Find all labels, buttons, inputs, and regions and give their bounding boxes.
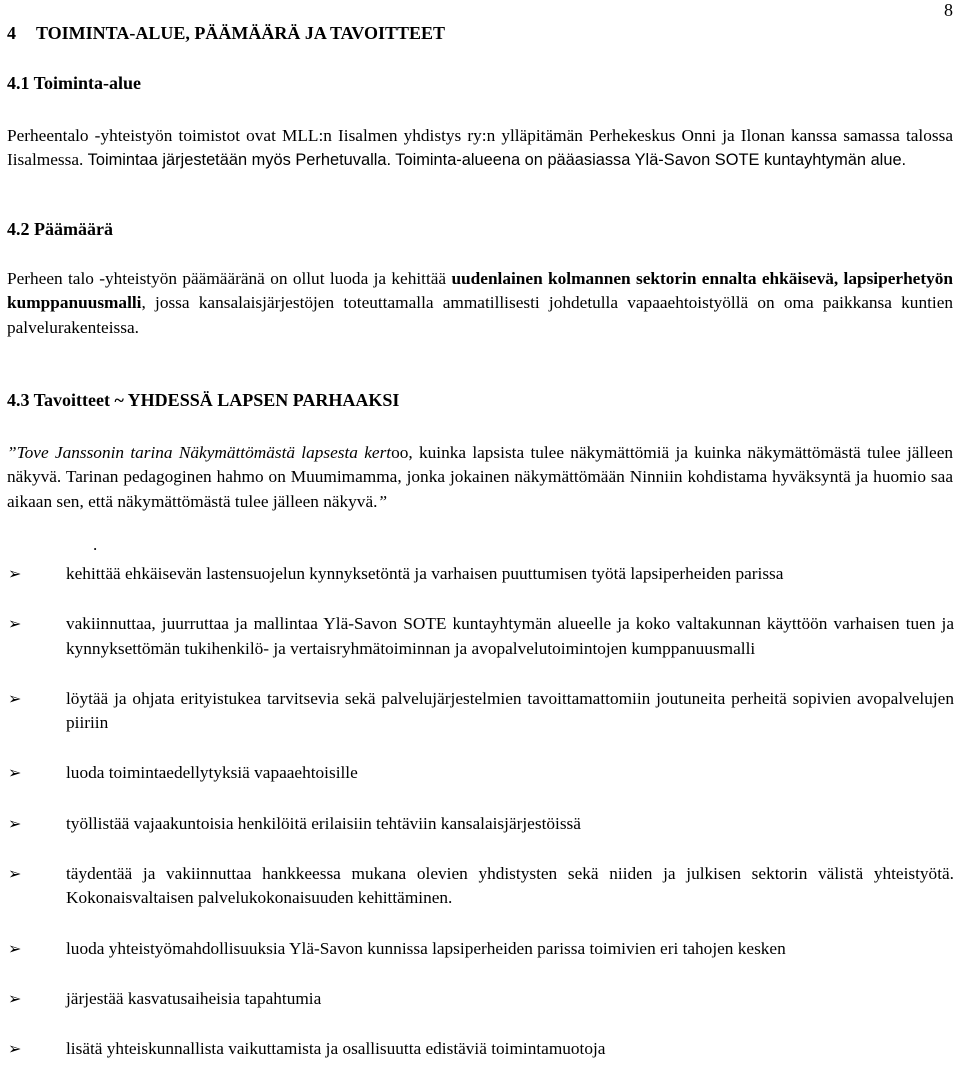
arrow-bullet-icon: ➢ — [8, 988, 22, 1008]
arrow-bullet-icon: ➢ — [8, 763, 22, 783]
heading-4-3: 4.3 Tavoitteet ~ YHDESSÄ LAPSEN PARHAAKSI — [7, 390, 400, 410]
paragraph-4-1 — [7, 124, 953, 173]
paragraph-4-2 — [7, 267, 953, 340]
arrow-bullet-icon: ➢ — [8, 864, 22, 884]
list-item-text: kehittää ehkäisevän lastensuojelun kynnyksetöntä ja varhaisen puuttumisen työtä lapsiperheiden parissa — [66, 564, 784, 583]
paragraph-4-2-bold: uudenlainen kolmannen sektorin ennalta ehkäisevä, lapsiperhetyön kumppanuusmalli — [7, 269, 953, 313]
list-item — [0, 761, 960, 785]
section-number: 4 — [7, 23, 16, 43]
stray-dot: . — [93, 535, 98, 554]
arrow-bullet-icon: ➢ — [8, 564, 22, 583]
list-item — [0, 562, 960, 586]
list-item — [0, 862, 960, 911]
quote-italic-start: ”Tove Janssonin tarina Näkymättömästä lapsesta kert — [7, 443, 392, 462]
list-item-text: lisätä yhteiskunnallista vaikuttamista ja osallisuutta edistäviä toimintamuotoja — [66, 1039, 606, 1059]
quote-body: oo, kuinka lapsista tulee näkymättömiä ja kuinka näkymättömästä tulee jälleen näkyvä. Tarinan pedagoginen hahmo on Muumimamma, jonka jokainen näkymättömään Ninniin kohdistama hyväksyntä ja huomio saa aikaan sen, että näkymättömästä tulee jälleen näkyvä. — [7, 443, 954, 511]
goals-list — [0, 562, 960, 1088]
page-number: 8 — [944, 0, 953, 20]
heading-4-2: 4.2 Päämäärä — [7, 219, 113, 239]
arrow-bullet-icon: ➢ — [8, 688, 22, 708]
list-item-text: vakiinnuttaa, juurruttaa ja mallintaa Ylä-Savon SOTE kuntayhtymän alueelle ja koko valtakunnan käyttöön varhaisen tuen ja kynnyksettömän tukihenkilö- ja vertaisryhmätoiminnan ja avopalvelutoimintojen kumppanuusmalli — [66, 614, 954, 658]
list-item — [0, 612, 960, 661]
quote-italic-end: ” — [377, 491, 388, 511]
arrow-bullet-icon: ➢ — [8, 1039, 22, 1059]
quote-paragraph — [7, 441, 953, 514]
arrow-bullet-icon: ➢ — [8, 614, 22, 634]
arrow-bullet-icon: ➢ — [8, 813, 22, 833]
list-item-text: luoda yhteistyömahdollisuuksia Ylä-Savon kunnissa lapsiperheiden parissa toimivien eri tahojen kesken — [66, 938, 786, 958]
section-heading — [7, 23, 445, 44]
list-item — [0, 987, 960, 1011]
paragraph-4-1-part-b: Toimintaa järjestetään myös Perhetuvalla. Toiminta-alueena on pääasiassa Ylä-Savon SOTE kuntayhtymän alue. — [87, 151, 907, 170]
paragraph-4-1-part-a: Perheentalo -yhteistyön toimistot ovat MLL:n Iisalmen yhdistys ry:n ylläpitämän Perhekeskus Onni ja Ilonan kanssa samassa talossa Iisalmessa. — [7, 126, 953, 170]
list-item — [0, 1037, 960, 1061]
list-item-text: löytää ja ohjata erityistukea tarvitsevia sekä palvelujärjestelmien tavoittamattomiin joutuneita perheitä sopivien avopalvelujen piiriin — [66, 688, 954, 733]
list-item — [0, 812, 960, 836]
list-item-text: täydentää ja vakiinnuttaa hankkeessa mukana olevien yhdistysten sekä niiden ja julkisen sektorin välistä yhteistyötä. Kokonaisvaltaisen palvelukokonaisuuden kehittäminen. — [66, 864, 954, 908]
heading-4-1: 4.1 Toiminta-alue — [7, 73, 142, 93]
list-item — [0, 937, 960, 961]
list-item-text: luoda toimintaedellytyksiä vapaaehtoisille — [66, 763, 358, 783]
list-item-text: järjestää kasvatusaiheisia tapahtumia — [66, 988, 322, 1008]
list-item-text: työllistää vajaakuntoisia henkilöitä erilaisiin tehtäviin kansalaisjärjestöissä — [66, 813, 581, 833]
paragraph-4-2-part-a: Perheen talo -yhteistyön päämääränä on ollut luoda ja kehittää — [7, 269, 452, 288]
paragraph-4-2-part-b: , jossa kansalaisjärjestöjen toteuttamalla ammatillisesti johdetulla vapaaehtoistyöllä on oma paikkansa kuntien palvelurakenteissa. — [7, 293, 953, 337]
list-item — [0, 687, 960, 736]
section-title: TOIMINTA-ALUE, PÄÄMÄÄRÄ JA TAVOITTEET — [36, 23, 446, 43]
arrow-bullet-icon: ➢ — [8, 938, 22, 958]
